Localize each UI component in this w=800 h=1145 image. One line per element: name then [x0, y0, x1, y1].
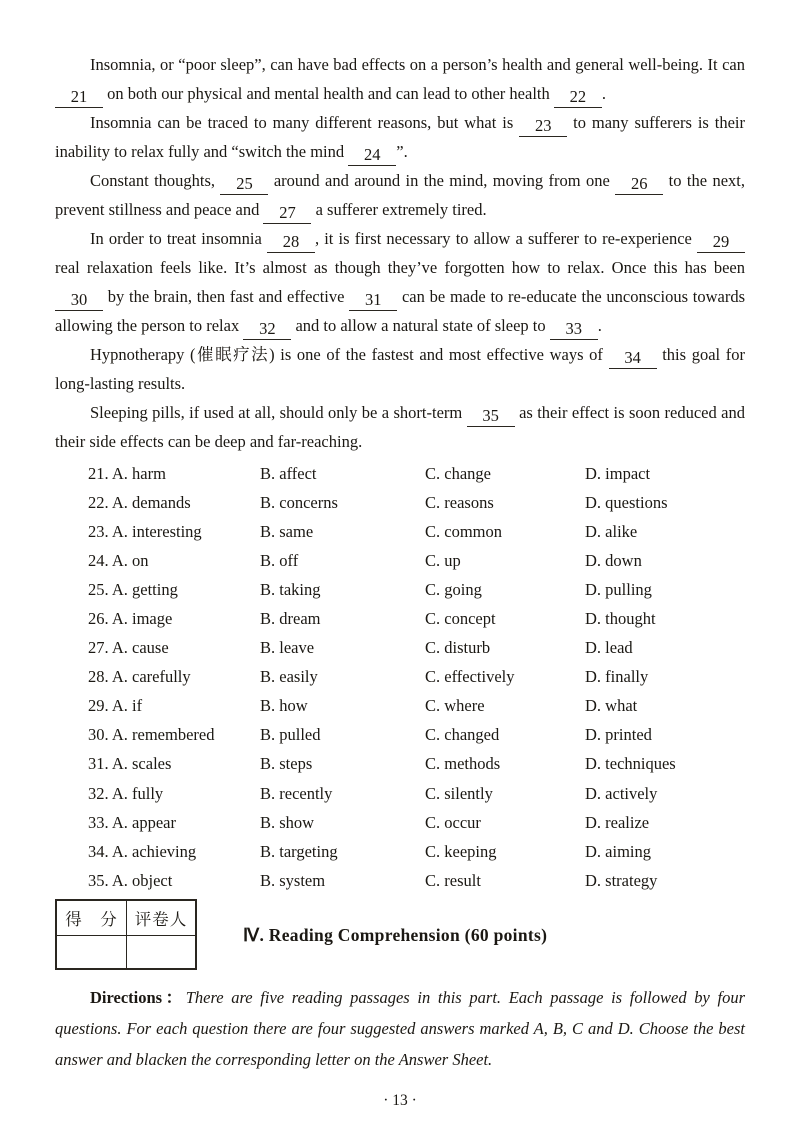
- option-c: C. going: [425, 579, 482, 599]
- option-c: C. where: [425, 696, 485, 716]
- option-b: B. easily: [260, 667, 318, 687]
- directions-label: Directions：: [90, 988, 186, 1008]
- option-d: D. printed: [585, 725, 652, 745]
- option-a: 35. A. object: [88, 870, 173, 890]
- option-d: D. aiming: [585, 841, 651, 861]
- grader-entry-cell: [127, 936, 195, 968]
- question-25-options-row: [88, 575, 745, 604]
- question-32-options-row: [88, 779, 745, 808]
- option-a: 32. A. fully: [88, 783, 164, 803]
- question-31-options-row: [88, 750, 745, 779]
- cloze-blank-28: 28: [267, 231, 315, 253]
- option-d: D. finally: [585, 667, 649, 687]
- cloze-blank-29: 29: [697, 231, 745, 253]
- section-heading: Ⅳ. Reading Comprehension (60 points): [243, 925, 548, 946]
- option-c: C. silently: [425, 783, 493, 803]
- option-b: B. targeting: [260, 841, 338, 861]
- option-b: B. off: [260, 550, 299, 570]
- cloze-blank-34: 34: [609, 347, 657, 369]
- option-d: D. lead: [585, 638, 633, 658]
- option-b: B. pulled: [260, 725, 321, 745]
- options-list: [88, 459, 745, 895]
- option-d: D. impact: [585, 463, 651, 483]
- option-b: B. dream: [260, 609, 321, 629]
- cloze-passage: [55, 50, 745, 456]
- passage-paragraph: Insomnia can be traced to many different reasons, but what is 23 to many sufferers is their inability to relax fully and “switch the mind 24 ”.: [55, 113, 745, 164]
- cloze-blank-32: 32: [243, 318, 291, 340]
- option-b: B. same: [260, 521, 314, 541]
- option-a: 34. A. achieving: [88, 841, 197, 861]
- option-c: C. keeping: [425, 841, 497, 861]
- option-c: C. methods: [425, 754, 501, 774]
- passage-paragraph: Constant thoughts, 25 around and around in the mind, moving from one 26 to the next, prevent stillness and peace and 27 a sufferer extremely tired.: [55, 171, 745, 222]
- option-a: 25. A. getting: [88, 579, 178, 599]
- option-d: D. realize: [585, 812, 650, 832]
- option-d: D. techniques: [585, 754, 676, 774]
- page-number: · 13 ·: [383, 1092, 417, 1109]
- option-c: C. occur: [425, 812, 481, 832]
- option-c: C. reasons: [425, 492, 494, 512]
- cloze-blank-22: 22: [554, 86, 602, 108]
- option-b: B. show: [260, 812, 315, 832]
- passage-paragraph: Insomnia, or “poor sleep”, can have bad effects on a person’s health and general well-being. It can 21 on both our physical and mental health and can lead to other health 22 .: [55, 50, 745, 108]
- option-a: 24. A. on: [88, 550, 149, 570]
- cloze-blank-23: 23: [519, 115, 567, 137]
- question-23-options-row: [88, 517, 745, 546]
- option-c: C. concept: [425, 609, 496, 629]
- option-a: 33. A. appear: [88, 812, 176, 832]
- question-30-options-row: [88, 721, 745, 750]
- option-d: D. questions: [585, 492, 668, 512]
- score-entry-cell: [57, 936, 127, 968]
- option-b: B. how: [260, 696, 308, 716]
- question-35-options-row: [88, 866, 745, 895]
- question-24-options-row: [88, 546, 745, 575]
- section-header-row: [55, 899, 745, 970]
- option-b: B. taking: [260, 579, 321, 599]
- option-a: 23. A. interesting: [88, 521, 202, 541]
- question-27-options-row: [88, 634, 745, 663]
- question-28-options-row: [88, 663, 745, 692]
- cloze-blank-33: 33: [550, 318, 598, 340]
- option-c: C. changed: [425, 725, 500, 745]
- option-d: D. down: [585, 550, 642, 570]
- cloze-blank-25: 25: [220, 173, 268, 195]
- cloze-blank-35: 35: [467, 405, 515, 427]
- page-content: [55, 50, 745, 1075]
- cloze-blank-31: 31: [349, 289, 397, 311]
- directions-body: There are five reading passages in this part. Each passage is followed by four questions. For each question there are four suggested answers marked A, B, C and D. Choose the best answer and blacken the corresponding letter on the Answer Sheet.: [55, 988, 745, 1070]
- option-b: B. recently: [260, 783, 333, 803]
- option-c: C. up: [425, 550, 461, 570]
- option-a: 28. A. carefully: [88, 667, 191, 687]
- option-b: B. steps: [260, 754, 313, 774]
- option-b: B. concerns: [260, 492, 338, 512]
- option-a: 29. A. if: [88, 696, 143, 716]
- option-d: D. thought: [585, 609, 656, 629]
- passage-paragraph: Sleeping pills, if used at all, should only be a short-term 35 as their effect is soon reduced and their side effects can be deep and far-reaching.: [55, 403, 745, 451]
- question-33-options-row: [88, 808, 745, 837]
- option-d: D. what: [585, 696, 638, 716]
- option-c: C. disturb: [425, 638, 491, 658]
- option-d: D. strategy: [585, 870, 658, 890]
- option-b: B. affect: [260, 463, 317, 483]
- directions: [55, 982, 745, 1075]
- option-a: 26. A. image: [88, 609, 173, 629]
- cloze-blank-30: 30: [55, 289, 103, 311]
- option-c: C. change: [425, 463, 491, 483]
- grader-label: 评卷人: [127, 901, 195, 936]
- option-b: B. system: [260, 870, 326, 890]
- option-d: D. pulling: [585, 579, 652, 599]
- option-a: 21. A. harm: [88, 463, 166, 483]
- question-34-options-row: [88, 837, 745, 866]
- question-26-options-row: [88, 604, 745, 633]
- option-c: C. effectively: [425, 667, 515, 687]
- option-a: 30. A. remembered: [88, 725, 215, 745]
- cloze-blank-27: 27: [263, 202, 311, 224]
- passage-paragraph: In order to treat insomnia 28 , it is first necessary to allow a sufferer to re-experience 29 real relaxation feels like. It’s almost as though they’ve forgotten how to relax. Once this has been 30 by the brain, then fast and effective 31 can be made to re-educate the unconscious towards allowing the person to relax 32 and to allow a natural state of sleep to 33 .: [55, 229, 745, 338]
- option-a: 22. A. demands: [88, 492, 191, 512]
- option-d: D. actively: [585, 783, 658, 803]
- score-label: 得 分: [57, 901, 127, 936]
- option-b: B. leave: [260, 638, 315, 658]
- option-d: D. alike: [585, 521, 638, 541]
- question-22-options-row: [88, 488, 745, 517]
- cloze-blank-26: 26: [615, 173, 663, 195]
- cloze-blank-24: 24: [348, 144, 396, 166]
- passage-paragraph: Hypnotherapy (催眠疗法) is one of the fastest and most effective ways of 34 this goal for long-lasting results.: [55, 345, 745, 393]
- question-29-options-row: [88, 692, 745, 721]
- score-box: [55, 899, 197, 970]
- option-a: 27. A. cause: [88, 638, 169, 658]
- option-c: C. common: [425, 521, 502, 541]
- cloze-blank-21: 21: [55, 86, 103, 108]
- option-a: 31. A. scales: [88, 754, 172, 774]
- question-21-options-row: [88, 459, 745, 488]
- option-c: C. result: [425, 870, 481, 890]
